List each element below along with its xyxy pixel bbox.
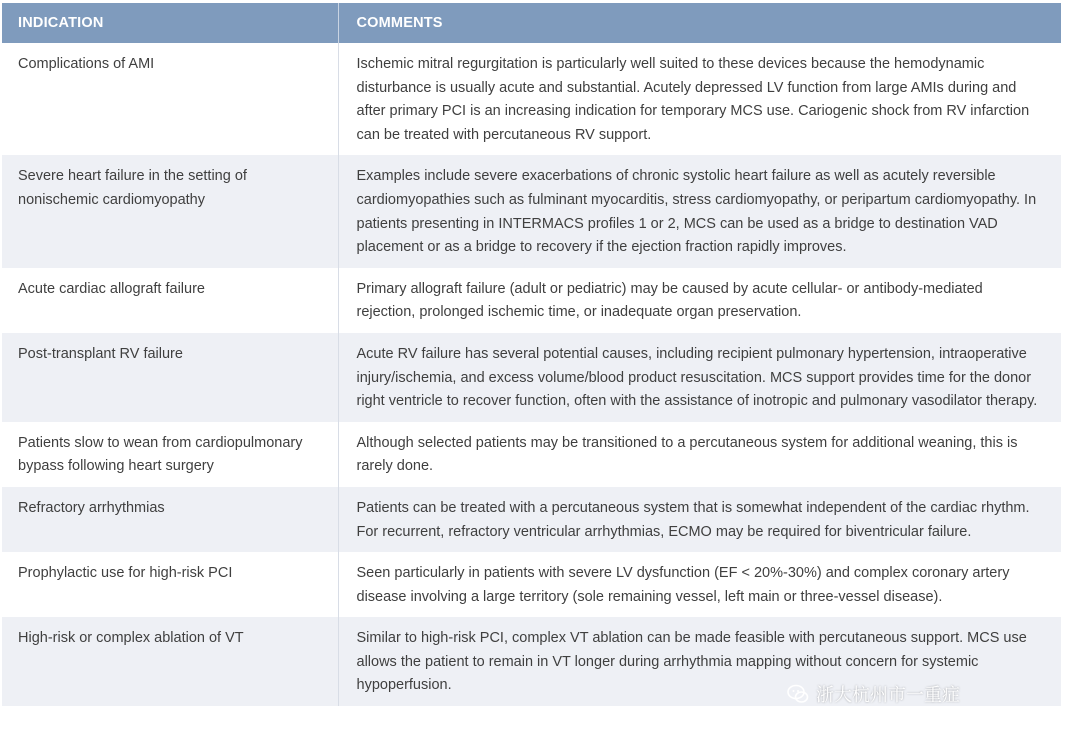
indications-table [2,3,1061,706]
table-row [2,155,1061,267]
table-header [2,3,1061,43]
table-row [2,333,1061,422]
indication-cell: Acute cardiac allograft failure [2,268,338,333]
indication-cell: Patients slow to wean from cardiopulmonary bypass following heart surgery [2,422,338,487]
table-row [2,617,1061,706]
table-row [2,552,1061,617]
table-row [2,422,1061,487]
indication-cell: Refractory arrhythmias [2,487,338,552]
indication-cell: High-risk or complex ablation of VT [2,617,338,706]
table-row [2,268,1061,333]
comment-cell: Seen particularly in patients with severe LV dysfunction (EF < 20%-30%) and complex coronary artery disease involving a large territory (sole remaining vessel, left main or three-vessel disease). [338,552,1061,617]
watermark-text: 浙大杭州市一重症 [816,685,960,706]
indication-cell: Severe heart failure in the setting of nonischemic cardiomyopathy [2,155,338,267]
comment-cell: Although selected patients may be transitioned to a percutaneous system for additional weaning, this is rarely done. [338,422,1061,487]
table-row [2,43,1061,155]
comment-cell: Similar to high-risk PCI, complex VT ablation can be made feasible with percutaneous support. MCS use allows the patient to remain in VT longer during arrhythmia mapping without concern for systemic hypoperfusion. [338,617,1061,706]
indications-table-container [2,3,1061,706]
indication-cell: Post-transplant RV failure [2,333,338,422]
table-body [2,43,1061,706]
comment-cell: Patients can be treated with a percutaneous system that is somewhat independent of the cardiac rhythm. For recurrent, refractory ventricular arrhythmias, ECMO may be required for biventricular failure. [338,487,1061,552]
indication-cell: Prophylactic use for high-risk PCI [2,552,338,617]
header-row [2,3,1061,43]
header-indication: INDICATION [2,3,338,43]
comment-cell: Primary allograft failure (adult or pediatric) may be caused by acute cellular- or antibody-mediated rejection, prolonged ischemic time, or inadequate organ preservation. [338,268,1061,333]
table-row [2,487,1061,552]
comment-cell: Examples include severe exacerbations of chronic systolic heart failure as well as acutely reversible cardiomyopathies such as fulminant myocarditis, stress cardiomyopathy, or peripartum cardiomyopathy. In patients presenting in INTERMACS profiles 1 or 2, MCS can be used as a bridge to destination VAD placement or as a bridge to recovery if the ejection fraction rapidly improves. [338,155,1061,267]
indication-cell: Complications of AMI [2,43,338,155]
comment-cell: Ischemic mitral regurgitation is particularly well suited to these devices because the hemodynamic disturbance is usually acute and substantial. Acutely depressed LV function from large AMIs during and after primary PCI is an increasing indication for temporary MCS use. Cariogenic shock from RV infarction can be treated with percutaneous RV support. [338,43,1061,155]
header-comments: COMMENTS [338,3,1061,43]
comment-cell: Acute RV failure has several potential causes, including recipient pulmonary hypertension, intraoperative injury/ischemia, and excess volume/blood product resuscitation. MCS support provides time for the donor right ventricle to recover function, often with the assistance of inotropic and pulmonary vasodilator therapy. [338,333,1061,422]
